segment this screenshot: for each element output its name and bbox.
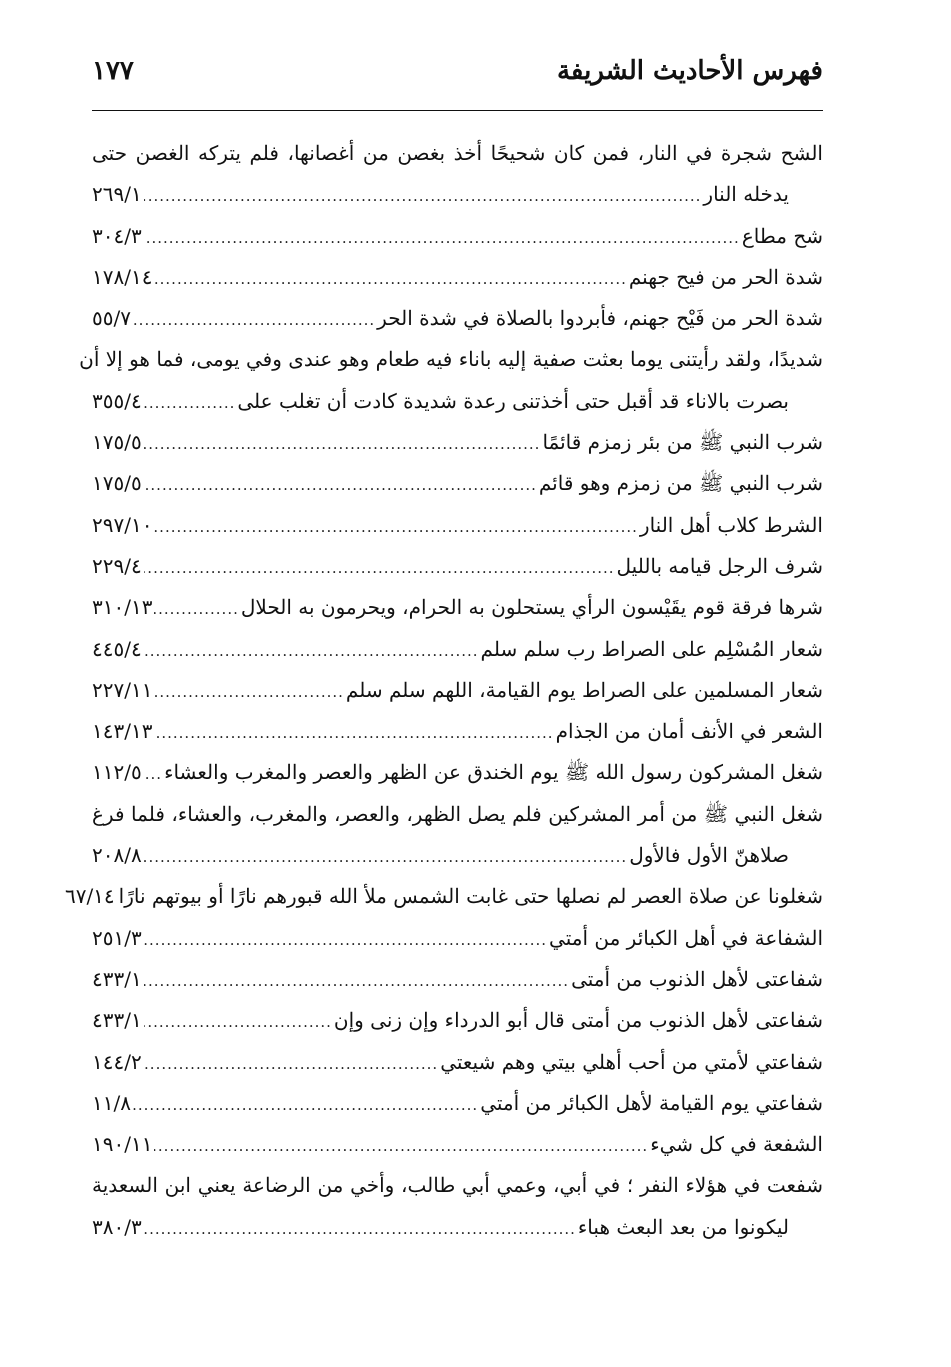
- entry-text: شفاعتي لأمتي من أحب أهلي بيتي وهم شيعتي: [440, 1049, 823, 1074]
- entry-text: شفاعتى لأهل الذنوب من أمتى قال أبو الدرداء وإن زنى وإن: [333, 1008, 823, 1033]
- entry-reference: ١١٢/٥: [92, 760, 142, 785]
- page-number: ١٧٧: [92, 56, 134, 86]
- index-entry: [92, 463, 823, 504]
- entry-reference: ١٧٨/١٤: [92, 264, 153, 289]
- dot-leader: [144, 218, 740, 259]
- entry-text: بصرت بالاناء قد أقبل حتى أخذتنى رعدة شديدة كادت أن تغلب على: [237, 388, 789, 413]
- entry-text: شغل المشركون رسول الله ﷺ يوم الخندق عن الظهر والعصر والمغرب والعشاء: [164, 760, 823, 785]
- entry-reference: ٢٠٨/٨: [92, 843, 142, 868]
- entry-text: الشعر في الأنف أمان من الجذام: [555, 719, 823, 744]
- index-entry: [92, 1124, 823, 1165]
- index-entry: [92, 835, 823, 876]
- entry-text: الشفاعة في أهل الكبائر من أمتي: [549, 925, 823, 950]
- dot-leader: [144, 754, 162, 795]
- entry-text: شرف الرجل قيامه بالليل: [616, 553, 823, 578]
- entry-reference: ٣٠٤/٣: [92, 223, 142, 248]
- entry-reference: ٢٥١/٣: [92, 925, 142, 950]
- dot-leader: [133, 300, 375, 341]
- entry-text: شح مطاع: [741, 223, 823, 248]
- index-entry: [92, 711, 823, 752]
- index-entry: [92, 174, 823, 215]
- entry-reference: ٣٥٥/٤: [92, 388, 142, 413]
- index-entry: [92, 587, 823, 628]
- dot-leader: [144, 383, 236, 424]
- dot-leader: [144, 465, 537, 506]
- index-entry: [92, 422, 823, 463]
- entry-reference: ٣١٠/١٣: [92, 595, 153, 620]
- index-entry: [92, 1042, 823, 1083]
- entry-reference: ٢٢٩/٤: [92, 553, 142, 578]
- entry-text: شفعت في هؤلاء النفر ؛ في أبي، وعمي أبي طالب، وأخي من الرضاعة يعني ابن السعدية: [92, 1173, 823, 1198]
- index-entry: [92, 670, 823, 711]
- index-entry: [92, 1083, 823, 1124]
- entry-text: شديدًا، ولقد رأيتنى يوما بعثت صفية إليه باناء فيه طعام وهو عندى وفي يومى، فما هو إلا أن: [79, 347, 823, 372]
- dot-leader: [144, 176, 702, 217]
- dot-leader: [154, 589, 238, 630]
- dot-leader: [144, 837, 627, 878]
- entry-text: صلاهنّ الأول فالأول: [629, 843, 789, 868]
- entry-text: شغل النبي ﷺ من أمر المشركين فلم يصل الظهر، والعصر، والمغرب، والعشاء، فلما فرغ: [92, 801, 823, 826]
- index-entry: [92, 959, 823, 1000]
- entry-text: شدة الحر من فيح جهنم: [628, 264, 823, 289]
- dot-leader: [154, 713, 553, 754]
- dot-leader: [144, 961, 569, 1002]
- entry-reference: ٤٣٣/١: [92, 966, 142, 991]
- entry-reference: ٢٢٧/١١: [92, 677, 153, 702]
- index-entry: [79, 339, 823, 380]
- entry-reference: ٣٨٠/٣: [92, 1214, 142, 1239]
- entry-reference: ١٧٥/٥: [92, 471, 142, 496]
- entry-text: الشفعة في كل شيء: [650, 1132, 823, 1157]
- entry-reference: ٤٤٥/٤: [92, 636, 142, 661]
- entry-text: شعار المسلمين على الصراط يوم القيامة، اللهم سلم سلم: [345, 677, 823, 702]
- index-entry: [92, 1165, 823, 1206]
- dot-leader: [144, 631, 479, 672]
- hadith-index-list: [64, 133, 823, 1248]
- index-entry: [92, 257, 823, 298]
- entry-reference: ٤٣٣/١: [92, 1008, 142, 1033]
- index-entry: [92, 216, 823, 257]
- dot-leader: [144, 424, 541, 465]
- dot-leader: [144, 1044, 438, 1085]
- entry-text: شفاعتي يوم القيامة لأهل الكبائر من أمتي: [480, 1090, 823, 1115]
- entry-reference: ٢٩٧/١٠: [92, 512, 153, 537]
- entry-reference: ٦٧/١٤: [64, 884, 115, 909]
- dot-leader: [133, 1085, 478, 1126]
- page-title: فهرس الأحاديث الشريفة: [556, 56, 823, 86]
- dot-leader: [144, 548, 615, 589]
- index-entry: [92, 629, 823, 670]
- index-entry: [92, 133, 823, 174]
- dot-leader: [154, 259, 626, 300]
- entry-text: الشرط كلاب أهل النار: [639, 512, 823, 537]
- dot-leader: [144, 920, 547, 961]
- index-entry: [92, 1000, 823, 1041]
- index-entry: [64, 876, 823, 917]
- index-entry: [92, 794, 823, 835]
- entry-text: شرها فرقة قوم يقَيْسون الرأي يستحلون به الحرام، ويحرمون به الحلال: [240, 595, 823, 620]
- entry-reference: ٥٥/٧: [92, 306, 131, 331]
- entry-text: شدة الحر من فَيْح جهنم، فأبردوا بالصلاة في شدة الحر: [377, 306, 823, 331]
- entry-reference: ١٧٥/٥: [92, 430, 142, 455]
- dot-leader: [144, 1002, 332, 1043]
- index-entry: [92, 381, 823, 422]
- entry-reference: ٢٦٩/١: [92, 182, 142, 207]
- entry-reference: ١١/٨: [92, 1090, 131, 1115]
- index-entry: [92, 752, 823, 793]
- header-divider: [92, 110, 823, 111]
- index-entry: [92, 1207, 823, 1248]
- index-entry: [92, 918, 823, 959]
- index-entry: [92, 505, 823, 546]
- dot-leader: [154, 507, 637, 548]
- dot-leader: [154, 672, 343, 713]
- entry-text: الشح شجرة في النار، فمن كان شحيحًا أخذ بغصن من أغصانها، فلم يتركه الغصن حتى: [92, 141, 823, 165]
- dot-leader: [154, 1126, 648, 1167]
- index-entry: [92, 298, 823, 339]
- entry-text: شرب النبي ﷺ من بئر زمزم قائمًا: [542, 430, 823, 455]
- entry-text: ليكونوا من بعد البعث هباء: [577, 1214, 789, 1239]
- entry-text: شعار المُسْلِم على الصراط رب سلم سلم: [480, 636, 823, 661]
- entry-text: شرب النبي ﷺ من زمزم وهو قائم: [538, 471, 823, 496]
- entry-reference: ١٤٤/٢: [92, 1049, 142, 1074]
- entry-reference: ١٤٣/١٣: [92, 719, 153, 744]
- entry-reference: ١٩٠/١١: [92, 1132, 153, 1157]
- page-header: [92, 56, 823, 96]
- index-entry: [92, 546, 823, 587]
- entry-text: شغلونا عن صلاة العصر لم نصلها حتى غابت الشمس ملأ الله قبورهم نارًا أو بيوتهم نارًا: [118, 884, 823, 909]
- entry-text: يدخله النار: [703, 182, 789, 207]
- entry-text: شفاعتى لأهل الذنوب من أمتى: [571, 966, 823, 991]
- dot-leader: [144, 1209, 576, 1250]
